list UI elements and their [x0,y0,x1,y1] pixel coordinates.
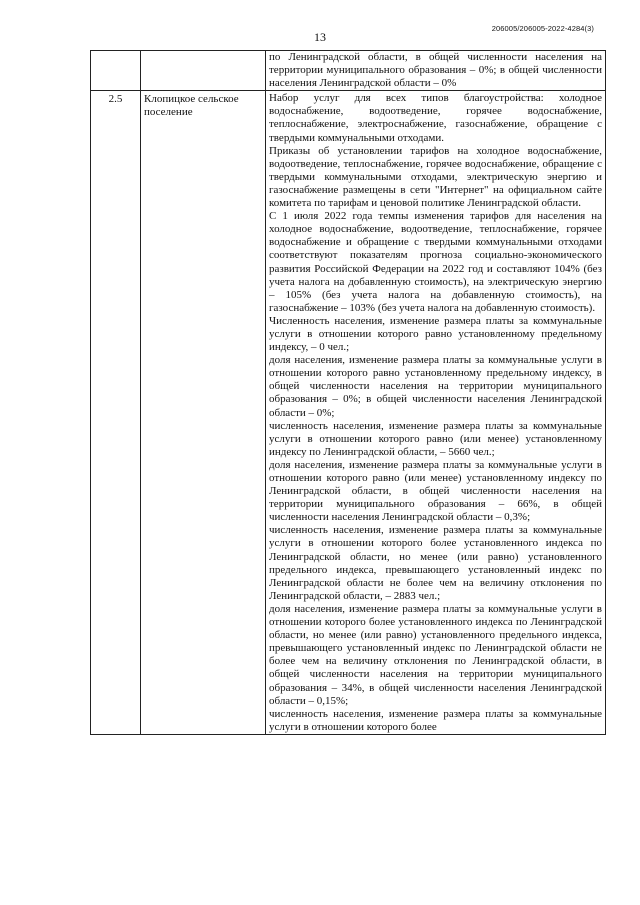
row-number-cell [91,51,141,91]
table-row-continued [91,51,606,91]
document-code: 206005/206005-2022-4284(3) [491,24,594,33]
description-cell [266,51,606,91]
row-number-cell: 2.5 [91,91,141,735]
description-paragraph: по Ленинградской области, в общей численности населения на территории муниципального образования – 0%; в общей численности населения Ленинградской области – 0% [269,51,602,90]
population-above-index-paragraph: численность населения, изменение размера платы за коммунальные услуги в отношении которого более установленного индекса по Ленинградской области, но менее (или равно) установленного предельного индекса, превышающего установленный индекс по Ленинградской области не более чем на величину отклонения по Ленинградской области, – 2883 чел.; [269,524,602,602]
document-table [90,50,606,735]
share-above-index-paragraph: доля населения, изменение размера платы за коммунальные услуги в отношении которого более установленного индекса по Ленинградской области, но менее (или равно) установленного предельного индекса, превышающего установленный индекс по Ленинградской области не более чем на величину отклонения по Ленинградской области, в общей численности населения на территории муниципального образования – 34%, в общей численности населения Ленинградской области – 0,15%; [269,602,602,707]
settlement-name-cell: Клопицкое сельское поселение [141,91,266,735]
share-regional-index-paragraph: доля населения, изменение размера платы за коммунальные услуги в отношении которого равно (или менее) установленному индексу по Ленинградской области, в общей численности населения на территории муниципального образования – 66%, в общей численности населения Ленинградской области – 0,3%; [269,458,602,524]
tariff-orders-paragraph: Приказы об установлении тарифов на холодное водоснабжение, водоотведение, теплоснабжение, горячее водоснабжение, обращение с твердыми коммунальными отходами, электрическую энергию и газоснабжение размещены в сети "Интернет" на официальном сайте комитета по тарифам и ценовой политике Ленинградской области. [269,144,602,210]
population-limit-index-paragraph: Численность населения, изменение размера платы за коммунальные услуги в отношении которого равно установленному предельному индексу, – 0 чел.; [269,314,602,354]
description-cell [266,91,606,735]
settlement-name-cell [141,51,266,91]
population-regional-index-paragraph: численность населения, изменение размера платы за коммунальные услуги в отношении которого равно (или менее) установленному индексу по Ленинградской области, – 5660 чел.; [269,419,602,458]
population-over-limit-paragraph: численность населения, изменение размера платы за коммунальные услуги в отношении которого более [269,707,602,733]
table-row [91,91,606,735]
page-number: 13 [314,30,326,44]
tariff-change-paragraph: С 1 июля 2022 года темпы изменения тарифов для населения на холодное водоснабжение, водоотведение, теплоснабжение, горячее водоснабжение и обращение с твердыми коммунальными отходами соответствуют показателям прогноза социально-экономического развития Российской Федерации на 2022 год и составляют 104% (без учета налога на добавленную стоимость), на электрическую энергию – 105% (без учета налога на добавленную стоимость), на газоснабжение – 103% (без учета налога на добавленную стоимость). [269,210,602,314]
share-limit-index-paragraph: доля населения, изменение размера платы за коммунальные услуги в отношении которого равно установленному предельному индексу, в общей численности населения на территории муниципального образования – 0%; в общей численности населения Ленинградской области – 0%; [269,354,602,419]
services-set-paragraph: Набор услуг для всех типов благоустройства: холодное водоснабжение, водоотведение, горячее водоснабжение, теплоснабжение, электроснабжение, газоснабжение, обращение с твердыми коммунальными отходами. [269,92,602,144]
